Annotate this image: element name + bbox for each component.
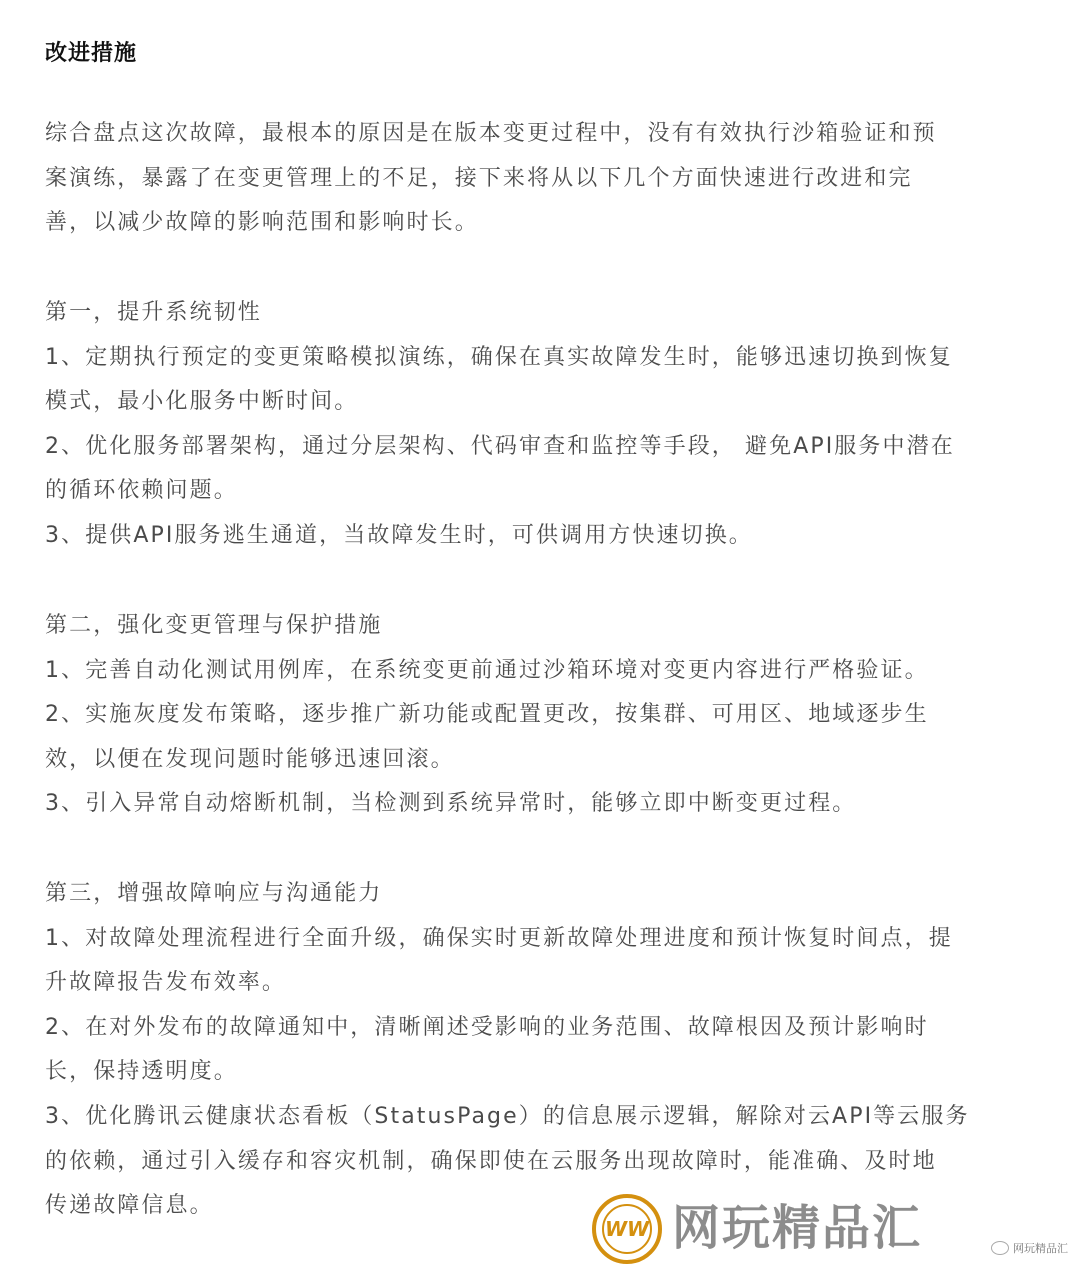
text-line: 模式，最小化服务中断时间。 — [45, 389, 359, 415]
text-line: 1、定期执行预定的变更策略模拟演练，确保在真实故障发生时，能够迅速切换到恢复 — [45, 344, 953, 370]
text-line: 3、优化腾讯云健康状态看板（StatusPage）的信息展示逻辑，解除对云API等云服务 — [45, 1103, 970, 1129]
text-line: 1、对故障处理流程进行全面升级，确保实时更新故障处理进度和预计恢复时间点，提 — [45, 925, 953, 951]
text-line: 长，保持透明度。 — [45, 1059, 238, 1085]
section-heading: 第三，增强故障响应与沟通能力 — [45, 881, 383, 906]
text-line: 效，以便在发现问题时能够迅速回滚。 — [45, 746, 455, 772]
text-line: 案演练，暴露了在变更管理上的不足，接下来将从以下几个方面快速进行改进和完 — [45, 165, 913, 191]
section-1 — [45, 291, 1045, 559]
text-line: 的循环依赖问题。 — [45, 478, 238, 504]
section-3 — [45, 872, 1045, 1229]
text-line: 善，以减少故障的影响范围和影响时长。 — [45, 210, 479, 236]
section-2 — [45, 604, 1045, 827]
watermark-logo-text: WW — [604, 1217, 650, 1241]
watermark-text: 网玩精品汇 — [672, 1200, 923, 1256]
corner-mark-text: 网玩精品汇 — [1013, 1242, 1068, 1255]
text-line: 2、优化服务部署架构，通过分层架构、代码审查和监控等手段， 避免API服务中潜在 — [45, 433, 955, 459]
text-line: 3、引入异常自动熔断机制，当检测到系统异常时，能够立即中断变更过程。 — [45, 791, 857, 817]
text-line: 3、提供API服务逃生通道，当故障发生时，可供调用方快速切换。 — [45, 522, 753, 548]
text-line: 2、实施灰度发布策略，逐步推广新功能或配置更改，按集群、可用区、地域逐步生 — [45, 702, 929, 728]
section-heading: 第二，强化变更管理与保护措施 — [45, 613, 383, 638]
text-line: 的依赖，通过引入缓存和容灾机制，确保即使在云服务出现故障时，能准确、及时地 — [45, 1148, 937, 1174]
text-line: 综合盘点这次故障，最根本的原因是在版本变更过程中，没有有效执行沙箱验证和预 — [45, 121, 937, 146]
section-heading: 第一，提升系统韧性 — [45, 300, 262, 325]
intro-paragraph — [45, 112, 1045, 246]
corner-mark — [991, 1240, 1068, 1256]
text-line: 2、在对外发布的故障通知中，清晰阐述受影响的业务范围、故障根因及预计影响时 — [45, 1014, 929, 1040]
section-title: 改进措施 — [45, 41, 138, 66]
text-line: 升故障报告发布效率。 — [45, 970, 287, 996]
wechat-icon — [991, 1241, 1009, 1255]
watermark-logo-icon — [592, 1194, 662, 1264]
text-line: 1、完善自动化测试用例库，在系统变更前通过沙箱环境对变更内容进行严格验证。 — [45, 657, 929, 683]
text-line: 传递故障信息。 — [45, 1193, 214, 1219]
